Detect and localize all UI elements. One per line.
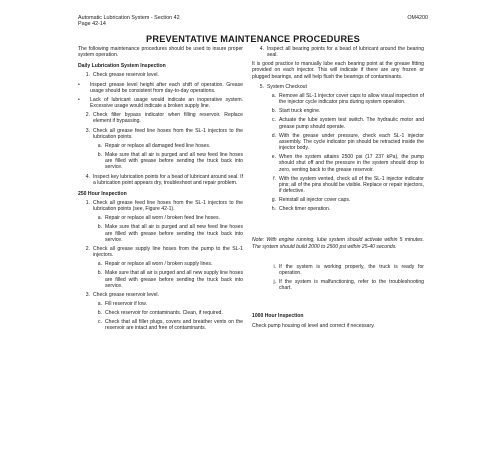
sub-list-item: b. Make sure that all air is purged and all new feed line hoses are filled with grease before sending the truck back into service.: [97, 224, 243, 243]
sub-list-item: b. Check reservoir for contaminants. Clean, if required.: [97, 310, 223, 317]
list-item: 1. Check grease reservoir level.: [85, 72, 159, 79]
sub-list-item: g. Reinstall all injector cover caps.: [271, 197, 351, 204]
header-section-title: Automatic Lubrication System - Section 42: [78, 15, 180, 21]
intro-paragraph: The following maintenance procedures should be used to insure proper system operation.: [78, 46, 243, 59]
sub-list-item: a. Repair or replace all worn / broken feed line hoses.: [97, 215, 220, 222]
list-item: 3. Check grease reservoir level.: [85, 291, 159, 298]
sub-list-item: b. Make sure that all air is purged and all new feed line hoses are filled with grease before sending the truck back into service.: [97, 152, 243, 171]
sub-list-item: e. When the system attains 2500 psi (17 237 kPa), the pump should shut off and the pressure in the system should drop to zero, venting back to the grease reservoir.: [271, 154, 424, 173]
header-doc-number: OM4200: [407, 15, 428, 21]
sub-list-item: a. Repair or replace all worn / broken supply lines.: [97, 261, 213, 268]
list-item: 2. Check filter bypass indicator when filling reservoir. Replace element if bypassing.: [85, 112, 243, 125]
1000-hour-text: Check pump housing oil level and correct if necessary.: [252, 322, 375, 329]
sub-list-item: b. Start truck engine.: [271, 108, 321, 115]
list-item: 1. Check all grease feed line hoses from the SL-1 injectors to the lubrication points (see, Figure 42-1).: [85, 199, 243, 213]
page-title: PREVENTATIVE MAINTENANCE PROCEDURES: [146, 34, 360, 44]
page-header: [78, 15, 428, 28]
list-item: 2. Check all grease supply line hoses from the pump to the SL-1 injectors.: [85, 245, 243, 259]
250-hour-heading: 250 Hour Inspection: [78, 190, 127, 197]
1000-hour-heading: 1000 Hour Inspection: [252, 313, 304, 320]
sub-list-item: d. With the grease under pressure, check each SL-1 injector assembly. The cycle indicator pin should be retracted inside the injector body.: [271, 132, 424, 152]
note-text: Note: With engine running, lube system should activate within 5 minutes. The system should build 2000 to 2500 psi within 25-40 seconds.: [252, 237, 424, 250]
sub-list-item: c. Actuate the lube system test switch. The hydraulic motor and grease pump should operate.: [272, 117, 424, 130]
bullet-item: • Inspect grease level height after each shift of operation. Grease usage should be consistent from day-to-day operations.: [78, 81, 243, 94]
sub-list-item: b. Make sure that all air is purged and all new supply line hoses are filled with grease before sending the truck back into service.: [97, 270, 243, 289]
sub-list-item: h. Check timer operation.: [271, 206, 331, 213]
right-column: [252, 46, 424, 333]
list-item: 4. Inspect key lubrication points for a bead of lubricant around seal. If a lubrication point appears dry, troubleshoot and repair problem.: [85, 173, 243, 186]
list-item: 5. System Checkout: [259, 83, 307, 90]
sub-list-item: a. Repair or replace all damaged feed line hoses.: [97, 142, 211, 149]
practice-paragraph: It is good practice to manually lube each bearing point at the grease fitting provided on each injector. This will indicate if there are any frozen or plugged bearings, and will help flush the bearings of contaminants.: [252, 61, 424, 80]
bullet-item: • Lack of lubricant usage would indicate an inoperative system. Excessive usage would indicate a broken supply line.: [78, 96, 243, 110]
left-column: [78, 46, 243, 335]
sub-list-item: f. With the system vented, check all of the SL-1 injector indicator pins; all of the pins should be visible. Replace or repair injectors, if defective.: [273, 175, 424, 194]
sub-list-item: j. If the system is malfunctioning, refer to the troubleshooting chart.: [273, 279, 424, 292]
sub-list-item: a. Fill reservoir if low.: [97, 301, 147, 307]
list-item: 4. Inspect all bearing points for a bead of lubricant around the bearing seal.: [259, 46, 424, 59]
list-item: 3. Check all grease feed line hoses from the SL-1 injectors to the lubrication points.: [85, 127, 243, 140]
sub-list-item: c. Check that all filler plugs, covers and breather vents on the reservoir are intact and free of contaminants.: [98, 319, 243, 332]
daily-inspection-heading: Daily Lubrication System Inspection: [78, 63, 166, 70]
sub-list-item: a. Remove all SL-1 injector cover caps to allow visual inspection of the injector cycle indicator pins during system operation.: [271, 92, 424, 106]
header-page-number: Page 42-14: [78, 21, 106, 28]
sub-list-item: i. If the system is working properly, the truck is ready for operation.: [273, 263, 424, 276]
